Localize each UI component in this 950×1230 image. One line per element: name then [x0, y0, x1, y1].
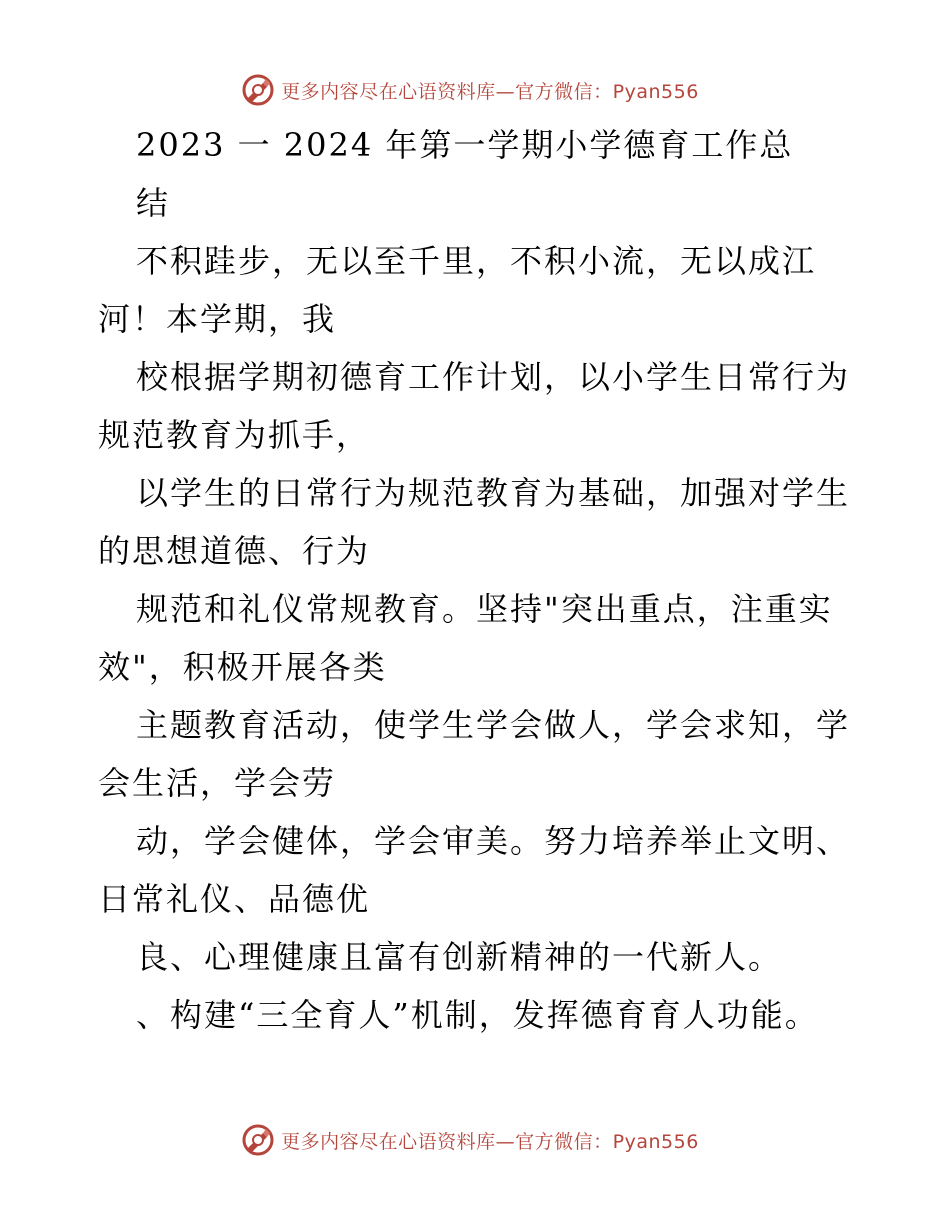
header-banner-text: 更多内容尽在心语资料库—官方微信：Pyan556: [281, 80, 699, 103]
text-line: 2023 一 2024 年第一学期小学德育工作总: [136, 126, 794, 164]
text-line: 日常礼仪、品德优: [98, 880, 371, 918]
text-line: 规范和礼仪常规教育。坚持"突出重点，注重实: [136, 590, 833, 628]
header-banner: [0, 70, 950, 110]
footer-banner-text: 更多内容尽在心语资料库—官方微信：Pyan556: [281, 1130, 699, 1153]
text-line: 校根据学期初德育工作计划，以小学生日常行为: [136, 358, 851, 396]
document-body: [98, 116, 858, 1044]
text-line: 规范教育为抓手，: [98, 416, 371, 454]
footer-banner-inner: [241, 1123, 699, 1157]
header-banner-inner: [241, 73, 699, 107]
text-line: 结: [136, 184, 171, 222]
pen-circle-logo-icon: [241, 1123, 275, 1157]
text-line: 效"，积极开展各类: [98, 648, 387, 686]
footer-banner: [0, 1120, 950, 1160]
text-line: 以学生的日常行为规范教育为基础，加强对学生: [136, 474, 851, 512]
text-line: 主题教育活动，使学生学会做人，学会求知，学: [136, 706, 851, 744]
text-line: 良、心理健康且富有创新精神的一代新人。: [136, 938, 783, 976]
text-line: 河！本学期，我: [98, 300, 337, 338]
text-line: 不积跬步，无以至千里，不积小流，无以成江: [136, 242, 817, 280]
text-line: 动，学会健体，学会审美。努力培养举止文明、: [136, 822, 851, 860]
text-line: 会生活，学会劳: [98, 764, 337, 802]
text-line: 的思想道德、行为: [98, 532, 371, 570]
text-line: 、构建“三全育人”机制，发挥德育育人功能。: [136, 996, 819, 1034]
pen-circle-logo-icon: [241, 73, 275, 107]
